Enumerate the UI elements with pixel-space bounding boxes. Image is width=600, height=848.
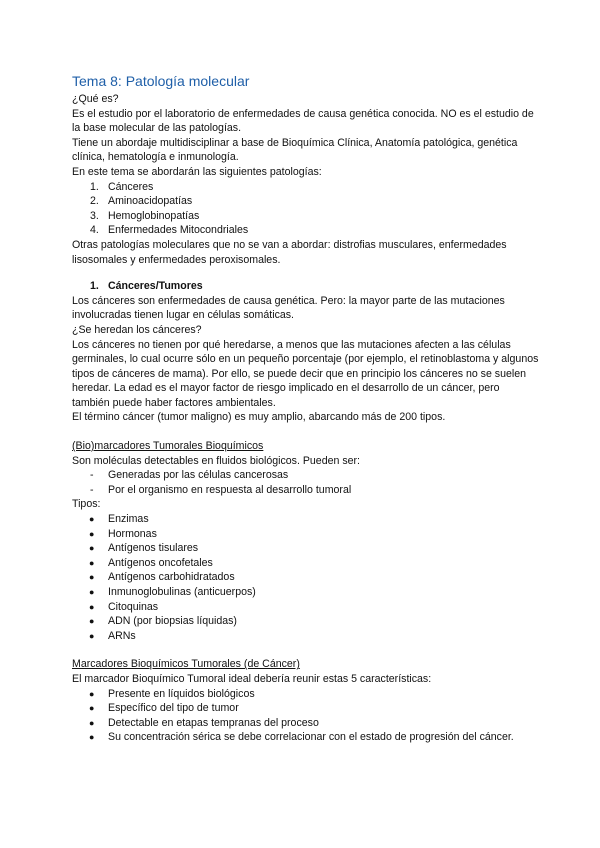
list-item: ● Detectable en etapas tempranas del proceso [89,716,319,729]
list-item: ● Antígenos carbohidratados [89,571,235,584]
list-item: ● Su concentración sérica se debe correlacionar con el estado de progresión del cáncer. [89,731,514,744]
biomarker-types-list [72,512,540,643]
list-item: 4. Enfermedades Mitocondriales [90,224,249,237]
list-item: ● ADN (por biopsias líquidas) [89,615,237,628]
list-item: 1. Cánceres [90,180,154,193]
markers-paragraph: El marcador Bioquímico Tumoral ideal debería reunir estas 5 características: [72,672,432,685]
biomarkers-heading: (Bio)marcadores Tumorales Bioquímicos [72,440,264,453]
list-item: ● Antígenos oncofetales [89,556,213,569]
list-item: ● Específico del tipo de tumor [89,702,239,715]
list-item: ● Citoquinas [89,600,159,613]
list-item: ● Hormonas [89,527,157,540]
intro-paragraph-3: En este tema se abordarán las siguientes patologías: [72,165,322,178]
cancer-paragraph-2: Los cánceres no tienen por qué heredarse, a menos que las mutaciones afecten a las células germinales, lo cual ocurre sólo en un pequeño porcentaje (por ejemplo, el retinoblastoma y algunos tipos de cánceres de mama). Por ello, se puede decir que en principio los cánceres no se suelen heredar. La edad es el mayor factor de riesgo implicado en el desarrollo de un cáncer, pero también puede haber factores ambientales. [72,338,539,409]
list-item: 3. Hemoglobinopatías [90,209,200,222]
tipos-label: Tipos: [72,498,101,511]
page-title: Tema 8: Patología molecular [72,73,250,89]
list-item: 2. Aminoacidopatías [90,195,193,208]
cancer-paragraph-1: Los cánceres son enfermedades de causa genética. Pero: la mayor parte de las mutaciones involucradas tienen lugar en células somáticas. [72,294,505,322]
list-item: - Generadas por las células cancerosas [90,469,289,482]
intro-paragraph-1: Es el estudio por el laboratorio de enfermedades de causa genética conocida. NO es el estudio de la base molecular de las patologías. [72,107,534,135]
intro-question: ¿Qué es? [72,93,119,105]
list-item: ● Antígenos tisulares [89,542,199,555]
biomarker-sources-list [72,468,540,497]
pathology-list [72,180,540,238]
marker-characteristics-list [72,687,540,745]
list-item: ● ARNs [89,629,136,642]
intro-paragraph-4: Otras patologías moleculares que no se van a abordar: distrofias musculares, enfermedades lisosomales y enfermedades peroxisomales. [72,238,507,266]
cancer-question: ¿Se heredan los cánceres? [72,323,202,336]
intro-paragraph-2: Tiene un abordaje multidisciplinar a base de Bioquímica Clínica, Anatomía patológica, genética clínica, hematología e inmunología. [72,136,518,164]
biomarkers-paragraph: Son moléculas detectables en fluidos biológicos. Pueden ser: [72,454,360,467]
list-item: - Por el organismo en respuesta al desarrollo tumoral [90,483,352,496]
section-heading-cancer: 1. Cánceres/Tumores [90,280,203,293]
list-item: ● Enzimas [89,513,149,526]
list-item: ● Inmunoglobulinas (anticuerpos) [89,586,256,598]
cancer-paragraph-3: El término cáncer (tumor maligno) es muy amplio, abarcando más de 200 tipos. [72,411,446,424]
markers-heading: Marcadores Bioquímicos Tumorales (de Cáncer) [72,658,300,671]
list-item: ● Presente en líquidos biológicos [89,687,255,700]
